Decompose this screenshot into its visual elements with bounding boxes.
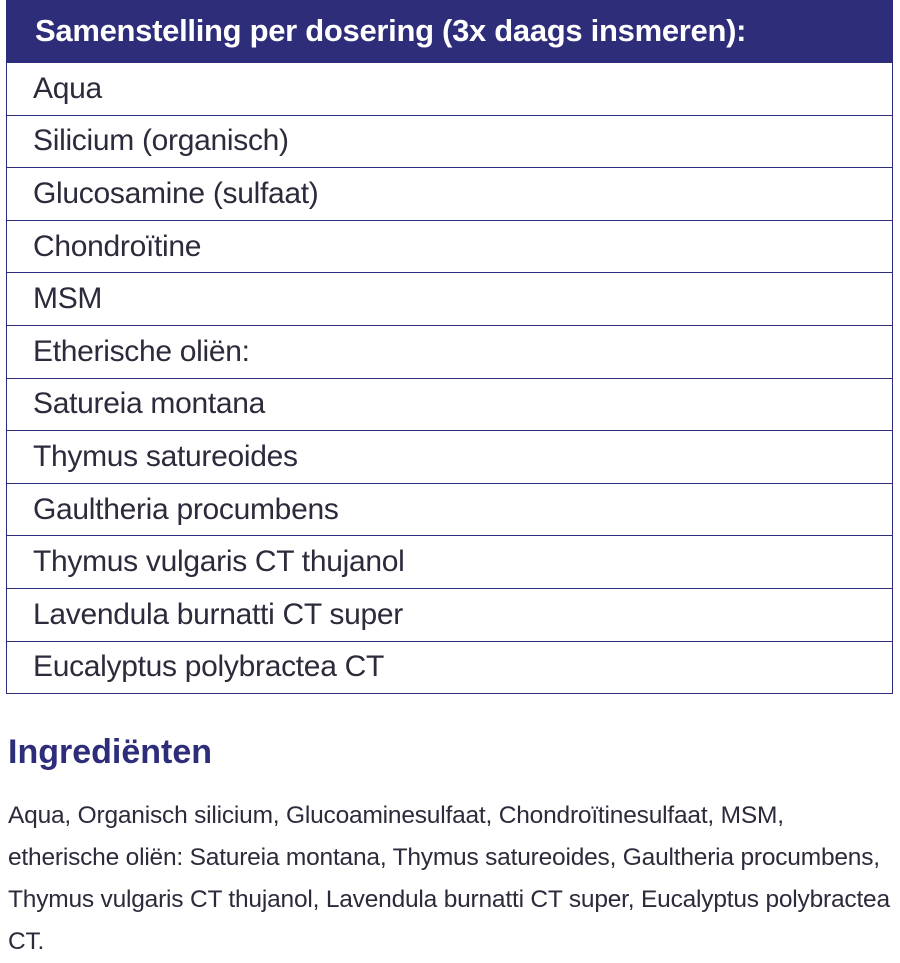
- table-row: Eucalyptus polybractea CT: [7, 641, 892, 694]
- table-row: Lavendula burnatti CT super: [7, 588, 892, 641]
- composition-table-header: Samenstelling per dosering (3x daags insmeren):: [7, 0, 892, 62]
- table-row: Satureia montana: [7, 378, 892, 431]
- table-row: Glucosamine (sulfaat): [7, 167, 892, 220]
- table-row: Gaultheria procumbens: [7, 483, 892, 536]
- table-row: Etherische oliën:: [7, 325, 892, 378]
- ingredients-paragraph: Aqua, Organisch silicium, Glucoaminesulfaat, Chondroïtinesulfaat, MSM, etherische oliën: Satureia montana, Thymus satureoides, Gaultheria procumbens, Thymus vulgaris CT thujanol, Lavendula burnatti CT super, Eucalyptus polybractea CT.: [8, 802, 890, 955]
- table-row: Chondroïtine: [7, 220, 892, 273]
- table-row: Thymus vulgaris CT thujanol: [7, 535, 892, 588]
- table-row: Thymus satureoides: [7, 430, 892, 483]
- table-row: Aqua: [7, 62, 892, 115]
- table-row: Silicium (organisch): [7, 115, 892, 168]
- composition-table: [6, 0, 893, 694]
- ingredients-heading: Ingrediënten: [8, 733, 213, 771]
- table-row: MSM: [7, 272, 892, 325]
